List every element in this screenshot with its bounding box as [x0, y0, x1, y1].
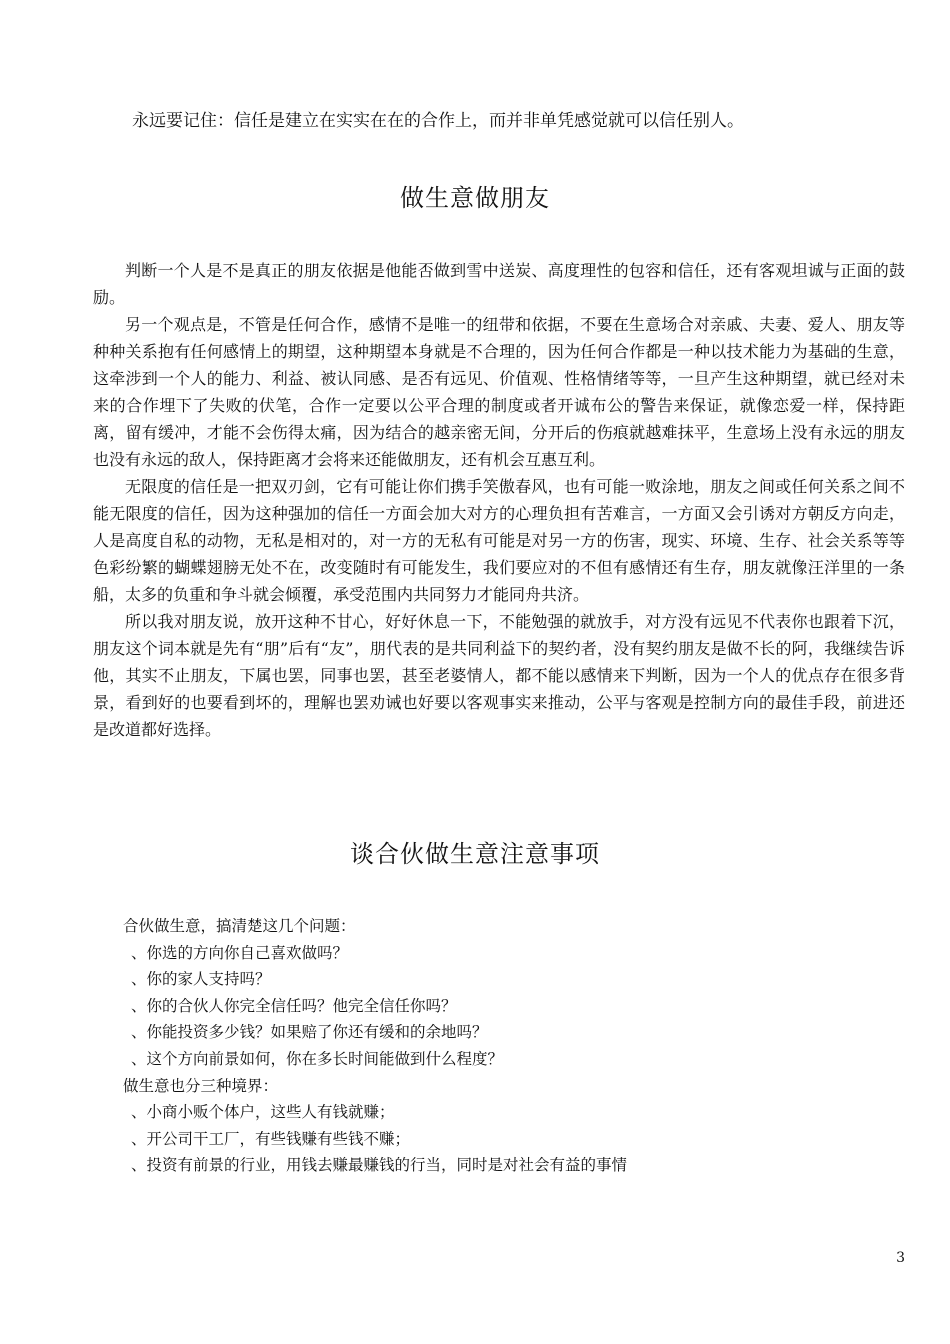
question-item: 、你能投资多少钱？如果赔了你还有缓和的余地吗？ [131, 1023, 488, 1042]
section-business-friends-body [93, 257, 905, 743]
section-title-business-friends: 做生意做朋友 [400, 184, 550, 212]
question-item: 、你的合伙人你完全信任吗？他完全信任你吗？ [131, 996, 457, 1015]
partnership-lead: 合伙做生意，搞清楚这几个问题： [123, 917, 356, 935]
question-item: 、这个方向前景如何，你在多长时间能做到什么程度？ [131, 1049, 504, 1068]
question-item: 、你的家人支持吗？ [131, 970, 271, 989]
page-number: 3 [896, 1250, 905, 1266]
question-item: 、你选的方向你自己喜欢做吗？ [131, 943, 349, 962]
intro-sentence: 永远要记住：信任是建立在实实在在的合作上，而并非单凭感觉就可以信任别人。 [132, 111, 744, 131]
paragraph: 无限度的信任是一把双刃剑，它有可能让你们携手笑傲春风，也有可能一败涂地，朋友之间或任何关系之间不能无限度的信任，因为这种强加的信任一方面会加大对方的心理负担有苦难言，一方面又会引诱对方朝反方向走，人是高度自私的动物，无私是相对的，对一方的无私有可能是对另一方的伤害，现实、环境、生存、社会关系等等色彩纷繁的蝴蝶翅膀无处不在，改变随时有可能发生，我们要应对的不但有感情还有生存，朋友就像汪洋里的一条船，太多的负重和争斗就会倾覆，承受范围内共同努力才能同舟共济。 [93, 477, 905, 604]
paragraph: 另一个观点是，不管是任何合作，感情不是唯一的纽带和依据，不要在生意场合对亲戚、夫妻、爱人、朋友等种种关系抱有任何感情上的期望，这种期望本身就是不合理的，因为任何合作都是一种以技术能力为基础的生意，这牵涉到一个人的能力、利益、被认同感、是否有远见、价值观、性格情绪等等，一旦产生这种期望，就已经对未来的合作埋下了失败的伏笔，合作一定要以公平合理的制度或者开诚布公的警告来保证，就像恋爱一样，保持距离，留有缓冲，才能不会伤得太痛，因为结合的越亲密无间，分开后的伤痕就越难抹平，生意场上没有永远的朋友也没有永远的敌人，保持距离才会将来还能做朋友，还有机会互惠互利。 [93, 315, 905, 469]
level-item: 、小商小贩个体户，这些人有钱就赚； [131, 1103, 395, 1122]
section-partnership-notes-body [123, 913, 883, 1179]
paragraph: 所以我对朋友说，放开这种不甘心，好好休息一下，不能勉强的就放手，对方没有远见不代表你也跟着下沉，朋友这个词本就是先有“朋”后有“友”，朋代表的是共同利益下的契约者，没有契约朋友是做不长的阿，我继续告诉他，其实不止朋友，下属也罢，同事也罢，甚至老婆情人，都不能以感情来下判断，因为一个人的优点存在很多背景，看到好的也要看到坏的，理解也罢劝诫也好要以客观事实来推动，公平与客观是控制方向的最佳手段，前进还是改道都好选择。 [93, 612, 905, 739]
section-title-partnership-notes: 谈合伙做生意注意事项 [350, 840, 600, 868]
levels-lead: 做生意也分三种境界： [123, 1076, 279, 1095]
paragraph: 判断一个人是不是真正的朋友依据是他能否做到雪中送炭、高度理性的包容和信任，还有客观坦诚与正面的鼓励。 [93, 261, 905, 307]
level-item: 、投资有前景的行业，用钱去赚最赚钱的行当，同时是对社会有益的事情 [131, 1156, 628, 1175]
level-item: 、开公司干工厂，有些钱赚有些钱不赚； [131, 1129, 411, 1148]
